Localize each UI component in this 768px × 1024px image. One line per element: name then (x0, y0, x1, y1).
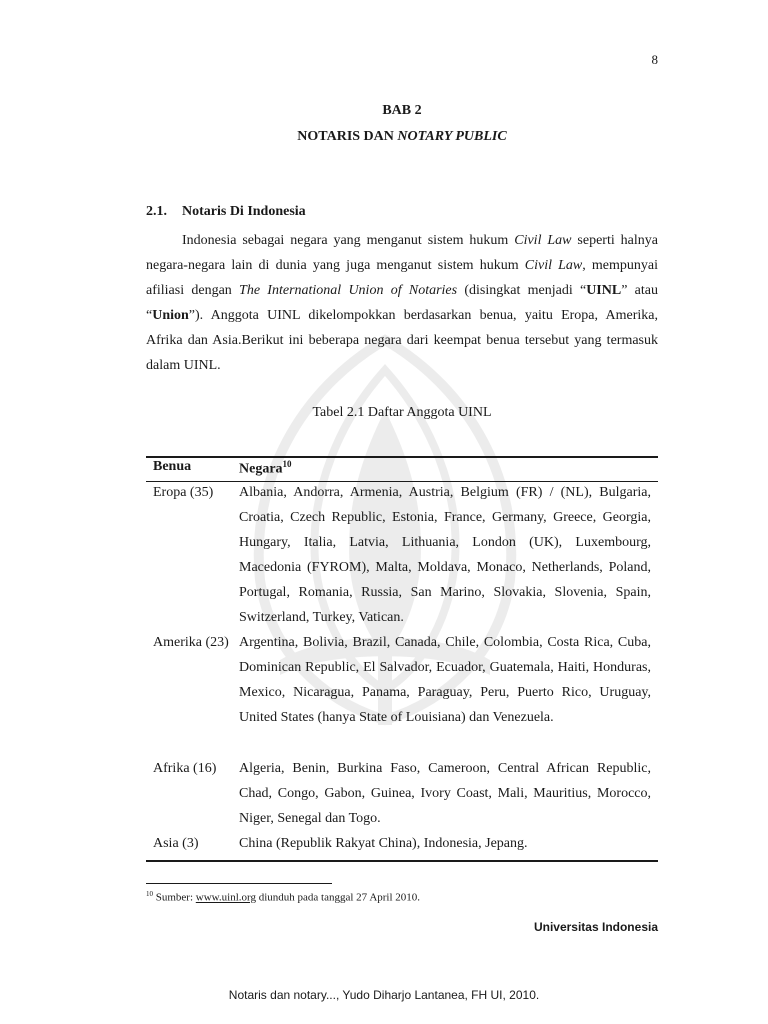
footnote-separator (146, 883, 332, 884)
institution-name: Universitas Indonesia (533, 920, 658, 934)
footnote (146, 890, 420, 904)
footnote-text: Sumber: (153, 891, 196, 904)
page-citation: Notaris dan notary..., Yudo Diharjo Lantanea, FH UI, 2010. (228, 988, 540, 1002)
table-top-rule (146, 456, 658, 458)
paragraph-term: The International Union of Notaries (239, 283, 458, 298)
paragraph-text: ” atau “ (146, 283, 658, 323)
paragraph-text: (disingkat menjadi “ (457, 283, 587, 298)
body-paragraph (146, 228, 658, 378)
negara-cell: China (Republik Rakyat China), Indonesia, Jepang. (239, 836, 528, 851)
chapter-title (146, 129, 658, 145)
benua-cell: Afrika (16) (153, 761, 217, 776)
header-negara-label: Negara (239, 461, 283, 477)
negara-cell: Albania, Andorra, Armenia, Austria, Belgium (FR) / (NL), Bulgaria, Croatia, Czech Republic, Estonia, France, Germany, Greece, Georgia, Hungary, Italia, Latvia, Lithuania, London (UK), Luxembourg, Macedonia (FYROM), Malta, Moldava, Monaco, Netherlands, Poland, Portugal, Romania, Russia, San Marino, Slovakia, Slovenia, Spain, Switzerland, Turkey, Vatican. (239, 485, 651, 625)
benua-cell: Asia (3) (153, 836, 199, 851)
paragraph-term: Civil Law (514, 233, 572, 248)
paragraph-text: Indonesia sebagai negara yang menganut sistem hukum (182, 233, 515, 248)
paragraph-text: seperti halnya negara-negara lain di dunia yang juga menganut sistem hukum (146, 233, 658, 273)
paragraph-text: , mempunyai afiliasi dengan (146, 258, 658, 298)
negara-cell: Argentina, Bolivia, Brazil, Canada, Chile, Colombia, Costa Rica, Cuba, Dominican Republic, El Salvador, Ecuador, Guatemala, Haiti, Honduras, Mexico, Nicaragua, Panama, Paraguay, Peru, Puerto Rico, Uruguay, United States (hanya State of Louisiana) dan Venezuela. (239, 635, 651, 725)
footnote-text: diunduh pada tanggal 27 April 2010. (255, 891, 421, 904)
benua-cell: Amerika (23) (153, 635, 229, 650)
paragraph-abbreviation: Union (152, 308, 189, 323)
section-title: Notaris Di Indonesia (182, 204, 306, 219)
negara-cell: Algeria, Benin, Burkina Faso, Cameroon, Central African Republic, Chad, Congo, Gabon, Guinea, Ivory Coast, Mali, Mauritius, Morocco, Niger, Senegal dan Togo. (239, 761, 651, 826)
section-heading (146, 204, 306, 220)
footnote-link[interactable]: www.uinl.org (195, 891, 256, 904)
chapter-label: BAB 2 (382, 103, 422, 118)
paragraph-text: ”). Anggota UINL dikelompokkan berdasarkan benua, yaitu Eropa, Amerika, Afrika dan Asia.Berikut ini beberapa negara dari keempat benua tersebut yang termasuk dalam UINL. (146, 308, 658, 373)
footnote-marker: 10 (282, 459, 292, 469)
table-caption: Tabel 2.1 Daftar Anggota UINL (312, 405, 492, 420)
section-number: 2.1. (146, 204, 167, 219)
header-benua: Benua (153, 459, 192, 474)
paragraph-abbreviation: UINL (586, 283, 622, 298)
benua-cell: Eropa (35) (153, 485, 214, 500)
paragraph-term: Civil Law (524, 258, 583, 273)
page-number: 8 (651, 52, 658, 67)
table-bottom-rule (146, 860, 658, 862)
chapter-title-plain: NOTARIS DAN (297, 129, 398, 144)
header-negara (239, 459, 292, 478)
chapter-title-italic: NOTARY PUBLIC (397, 129, 507, 144)
footnote-number: 10 (146, 890, 153, 898)
